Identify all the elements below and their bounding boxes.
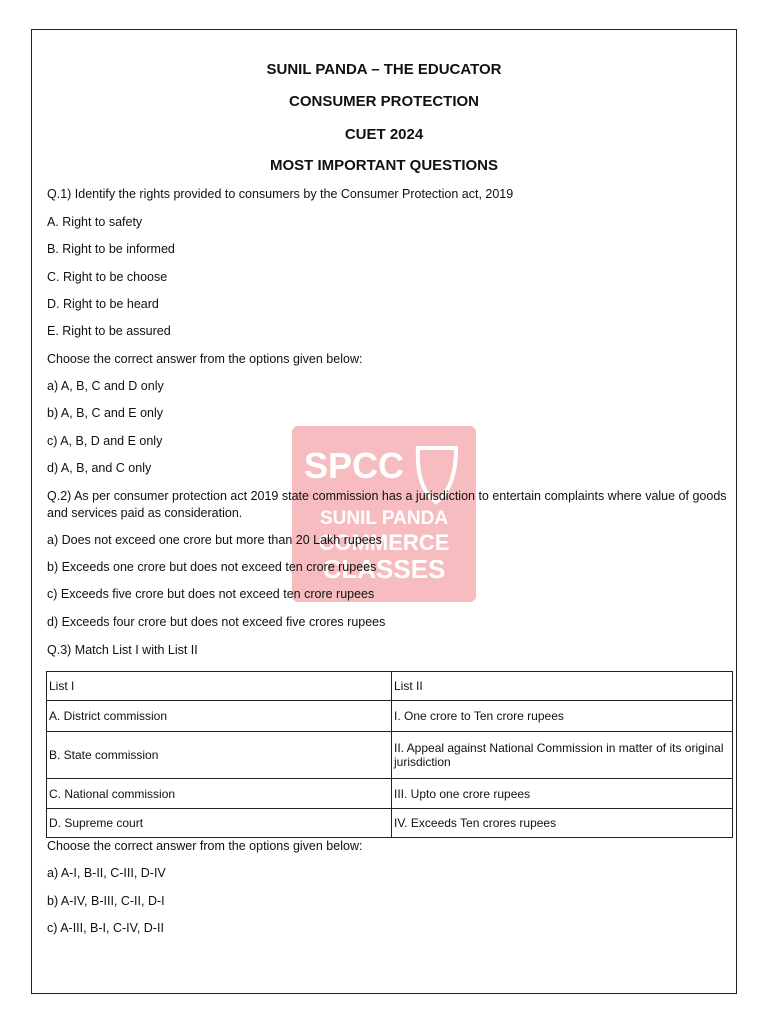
q3-option: b) A-IV, B-III, C-II, D-I	[47, 894, 165, 908]
table-cell: D. Supreme court	[47, 809, 392, 838]
q1-option: d) A, B, and C only	[47, 461, 152, 475]
q2-question: Q.2) As per consumer protection act 2019 state commission has a jurisdiction to entertain complaints where value of goods and services paid as consideration.	[47, 489, 727, 520]
watermark-line1: SUNIL PANDA	[319, 508, 449, 529]
table-cell: II. Appeal against National Commission in matter of its original jurisdiction	[392, 732, 733, 779]
q1-item: B. Right to be informed	[47, 242, 175, 256]
table-cell: A. District commission	[47, 701, 392, 732]
match-table	[46, 671, 733, 838]
table-header-cell: List II	[392, 672, 733, 701]
q1-option: b) A, B, C and E only	[47, 406, 164, 420]
table-cell: III. Upto one crore rupees	[392, 779, 733, 809]
q2-option: b) Exceeds one crore but does not exceed ten crore rupees	[47, 560, 377, 574]
table-row	[47, 732, 733, 779]
table-cell: C. National commission	[47, 779, 392, 809]
header-exam: CUET 2024	[344, 126, 424, 143]
header-subject: CONSUMER PROTECTION	[288, 93, 479, 110]
table-cell: IV. Exceeds Ten crores rupees	[392, 809, 733, 838]
header-educator: SUNIL PANDA – THE EDUCATOR	[266, 61, 502, 78]
q1-item: E. Right to be assured	[47, 324, 171, 338]
table-cell: B. State commission	[47, 732, 392, 779]
table-header-cell: List I	[47, 672, 392, 701]
q1-question: Q.1) Identify the rights provided to consumers by the Consumer Protection act, 2019	[47, 187, 514, 201]
q2-option: a) Does not exceed one crore but more than 20 Lakh rupees	[47, 533, 382, 547]
table-cell: I. One crore to Ten crore rupees	[392, 701, 733, 732]
table-header-row	[47, 672, 733, 701]
q3-instruction: Choose the correct answer from the options given below:	[47, 839, 363, 853]
q1-item: D. Right to be heard	[47, 297, 159, 311]
header-title: MOST IMPORTANT QUESTIONS	[269, 157, 499, 174]
q1-instruction: Choose the correct answer from the options given below:	[47, 352, 363, 366]
q1-item: C. Right to be choose	[47, 270, 168, 284]
q2-option: d) Exceeds four crore but does not exceed five crores rupees	[47, 615, 386, 629]
q1-option: c) A, B, D and E only	[47, 434, 163, 448]
watermark-logo-text: SPCC	[304, 445, 405, 486]
q3-option: c) A-III, B-I, C-IV, D-II	[47, 921, 164, 935]
q1-option: a) A, B, C and D only	[47, 379, 164, 393]
q1-item: A. Right to safety	[47, 215, 143, 229]
q3-option: a) A-I, B-II, C-III, D-IV	[47, 866, 166, 880]
table-row	[47, 701, 733, 732]
watermark-line2: COMMERCE	[318, 530, 450, 555]
table-row	[47, 779, 733, 809]
table-row	[47, 809, 733, 838]
q2-option: c) Exceeds five crore but does not exceed ten crore rupees	[47, 587, 375, 601]
q3-question: Q.3) Match List I with List II	[47, 643, 198, 657]
watermark-line3: CLASSES	[322, 554, 446, 584]
